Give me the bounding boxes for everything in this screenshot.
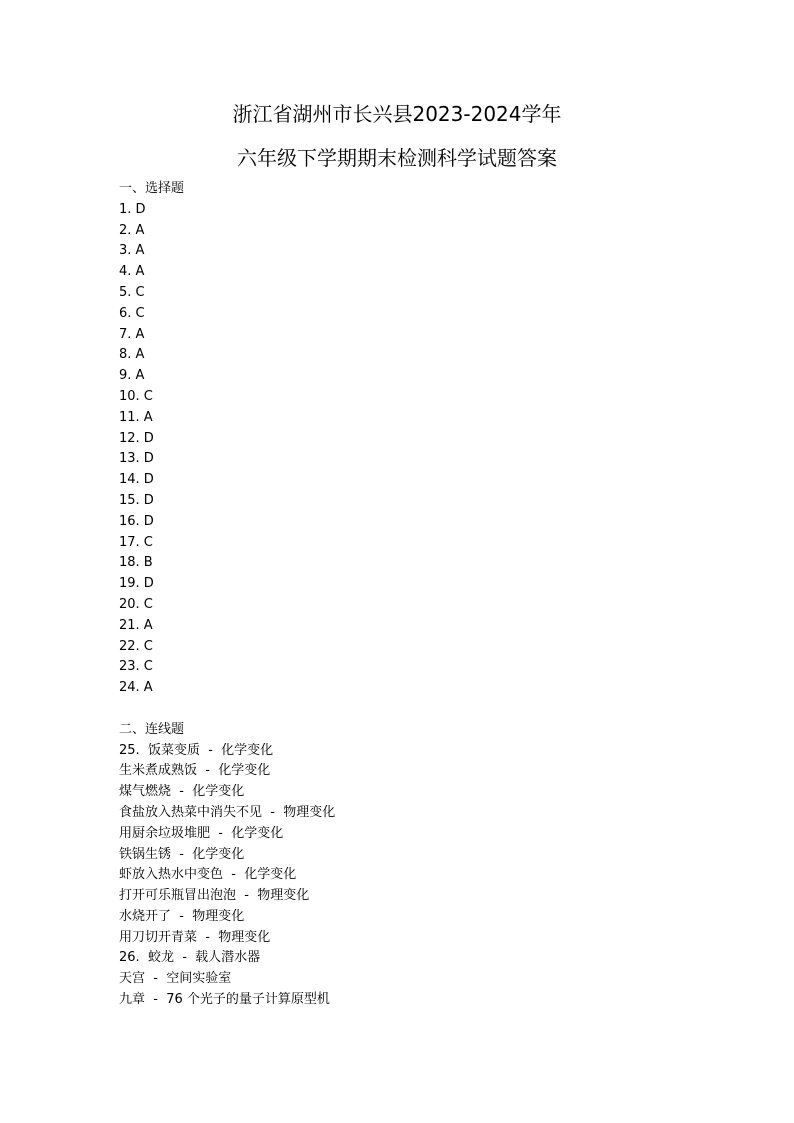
choice-answer-item: 8. A bbox=[119, 347, 145, 363]
matching-answer-item: 食盐放入热菜中消失不见 - 物理变化 bbox=[119, 804, 336, 820]
choice-answer-item: 19. D bbox=[119, 576, 154, 592]
matching-answer-item: 生米煮成熟饭 - 化学变化 bbox=[119, 763, 271, 779]
matching-answer-item: 用刀切开青菜 - 物理变化 bbox=[119, 929, 271, 945]
choice-answer-item: 15. D bbox=[119, 492, 154, 508]
choice-answer-item: 3. A bbox=[119, 243, 145, 259]
choice-answer-item: 11. A bbox=[119, 409, 153, 425]
document-title-line1: 浙江省湖州市长兴县2023-2024学年 bbox=[232, 102, 562, 126]
matching-answer-item: 九章 - 76 个光子的量子计算原型机 bbox=[119, 992, 330, 1008]
choice-answer-item: 7. A bbox=[119, 326, 145, 342]
section-heading-choice: 一、选择题 bbox=[119, 181, 185, 196]
choice-answer-item: 22. C bbox=[119, 638, 153, 654]
choice-answer-item: 16. D bbox=[119, 513, 154, 529]
choice-answer-item: 6. C bbox=[119, 305, 145, 321]
matching-answer-item: 铁锅生锈 - 化学变化 bbox=[119, 846, 245, 862]
choice-answer-item: 5. C bbox=[119, 284, 145, 300]
matching-answer-item: 25. 饭菜变质 - 化学变化 bbox=[119, 742, 274, 758]
choice-answer-item: 18. B bbox=[119, 555, 153, 571]
choice-answer-item: 12. D bbox=[119, 430, 154, 446]
section-gap bbox=[119, 699, 719, 720]
matching-answer-list bbox=[119, 741, 719, 1011]
choice-answer-item: 23. C bbox=[119, 659, 153, 675]
choice-answer-item: 10. C bbox=[119, 388, 153, 404]
matching-answer-item: 虾放入热水中变色 - 化学变化 bbox=[119, 867, 297, 883]
matching-answer-item: 水烧开了 - 物理变化 bbox=[119, 908, 245, 924]
document-title-line2: 六年级下学期期末检测科学试题答案 bbox=[237, 146, 557, 170]
choice-answer-item: 1. D bbox=[119, 201, 146, 217]
choice-answer-item: 24. A bbox=[119, 680, 153, 696]
choice-answer-list bbox=[119, 200, 719, 699]
choice-answer-item: 21. A bbox=[119, 617, 153, 633]
choice-answer-item: 2. A bbox=[119, 222, 145, 238]
choice-answer-item: 9. A bbox=[119, 368, 145, 384]
matching-answer-item: 煤气燃烧 - 化学变化 bbox=[119, 784, 245, 800]
matching-answer-item: 打开可乐瓶冒出泡泡 - 物理变化 bbox=[119, 888, 310, 904]
choice-answer-item: 17. C bbox=[119, 534, 153, 550]
answer-content bbox=[119, 179, 719, 1011]
choice-answer-item: 13. D bbox=[119, 451, 154, 467]
choice-answer-item: 20. C bbox=[119, 596, 153, 612]
matching-answer-item: 26. 蛟龙 - 载人潜水器 bbox=[119, 950, 261, 966]
choice-answer-item: 4. A bbox=[119, 264, 145, 280]
matching-answer-item: 用厨余垃圾堆肥 - 化学变化 bbox=[119, 825, 284, 841]
section-heading-matching: 二、连线题 bbox=[119, 721, 185, 737]
matching-answer-item: 天宫 - 空间实验室 bbox=[119, 971, 232, 987]
choice-answer-item: 14. D bbox=[119, 472, 154, 488]
